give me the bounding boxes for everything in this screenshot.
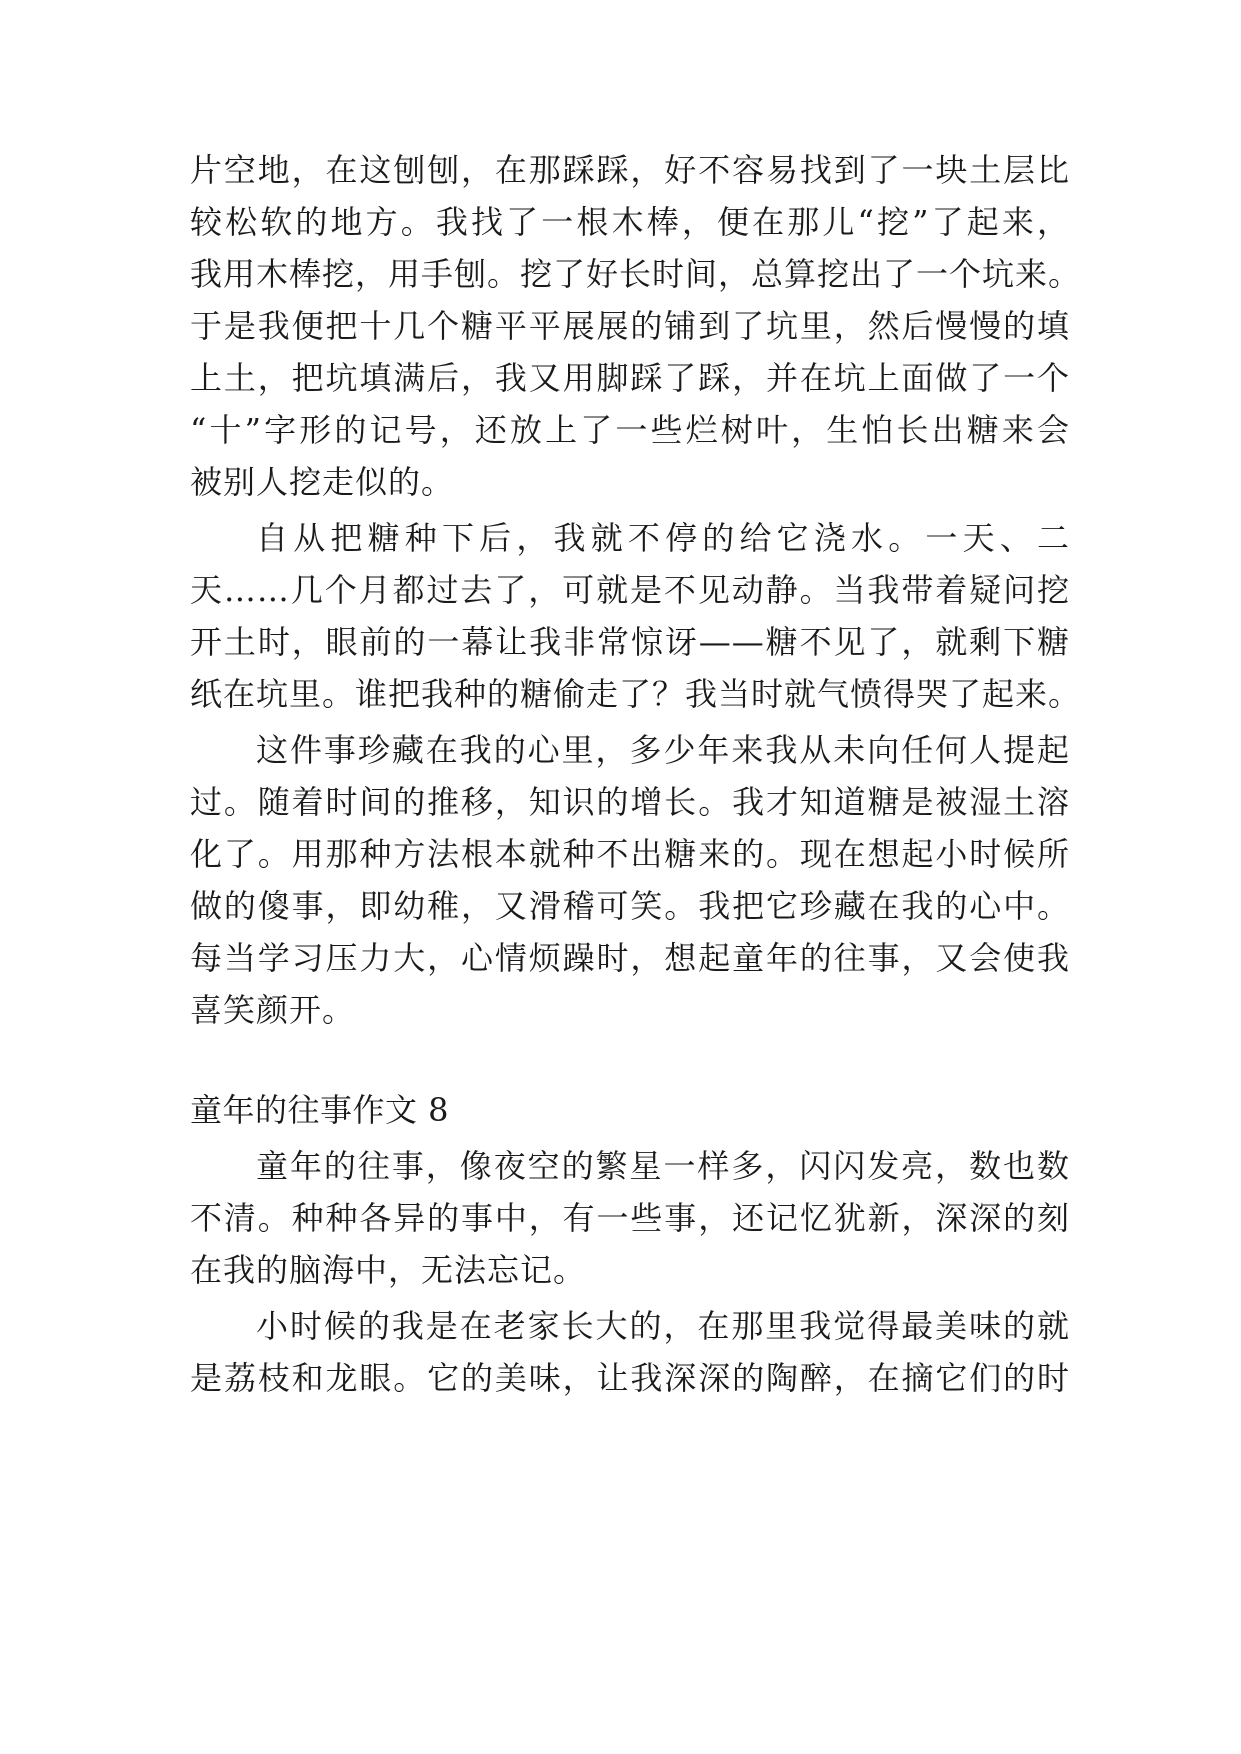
text-line: 化了。用那种方法根本就种不出糖来的。现在想起小时候所 (190, 835, 1070, 873)
text-line: 不清。种种各异的事中，有一些事，还记忆犹新，深深的刻 (190, 1199, 1070, 1237)
text-line: 做的傻事，即幼稚，又滑稽可笑。我把它珍藏在我的心中。 (190, 887, 1070, 925)
text-line: 较松软的地方。我找了一根木棒，便在那儿“挖”了起来， (190, 203, 1070, 241)
text-line: 天……几个月都过去了，可就是不见动静。当我带着疑问挖 (190, 571, 1070, 609)
text-line: 是荔枝和龙眼。它的美味，让我深深的陶醉，在摘它们的时 (190, 1359, 1070, 1397)
text-line: 喜笑颜开。 (190, 991, 356, 1029)
text-line: 被别人挖走似的。 (190, 463, 455, 501)
section-heading: 童年的往事作文 8 (190, 1091, 450, 1129)
text-line: “十”字形的记号，还放上了一些烂树叶，生怕长出糖来会 (190, 411, 1070, 449)
text-line: 开土时，眼前的一幕让我非常惊讶——糖不见了，就剩下糖 (190, 623, 1070, 661)
text-line: 这件事珍藏在我的心里，多少年来我从未向任何人提起 (256, 731, 1070, 769)
text-line: 上土，把坑填满后，我又用脚踩了踩，并在坑上面做了一个 (190, 359, 1070, 397)
text-line: 过。随着时间的推移，知识的增长。我才知道糖是被湿土溶 (190, 783, 1070, 821)
text-line: 童年的往事，像夜空的繁星一样多，闪闪发亮，数也数 (256, 1147, 1070, 1185)
text-line: 自从把糖种下后，我就不停的给它浇水。一天、二 (256, 519, 1070, 557)
text-line: 于是我便把十几个糖平平展展的铺到了坑里，然后慢慢的填 (190, 307, 1070, 345)
text-line: 我用木棒挖，用手刨。挖了好长时间，总算挖出了一个坑来。 (190, 255, 1082, 293)
text-line: 纸在坑里。谁把我种的糖偷走了？我当时就气愤得哭了起来。 (190, 675, 1082, 713)
text-line: 在我的脑海中，无法忘记。 (190, 1251, 587, 1289)
text-line: 每当学习压力大，心情烦躁时，想起童年的往事，又会使我 (190, 939, 1070, 977)
text-line: 片空地，在这刨刨，在那踩踩，好不容易找到了一块土层比 (190, 151, 1070, 189)
text-line: 小时候的我是在老家长大的，在那里我觉得最美味的就 (256, 1307, 1070, 1345)
